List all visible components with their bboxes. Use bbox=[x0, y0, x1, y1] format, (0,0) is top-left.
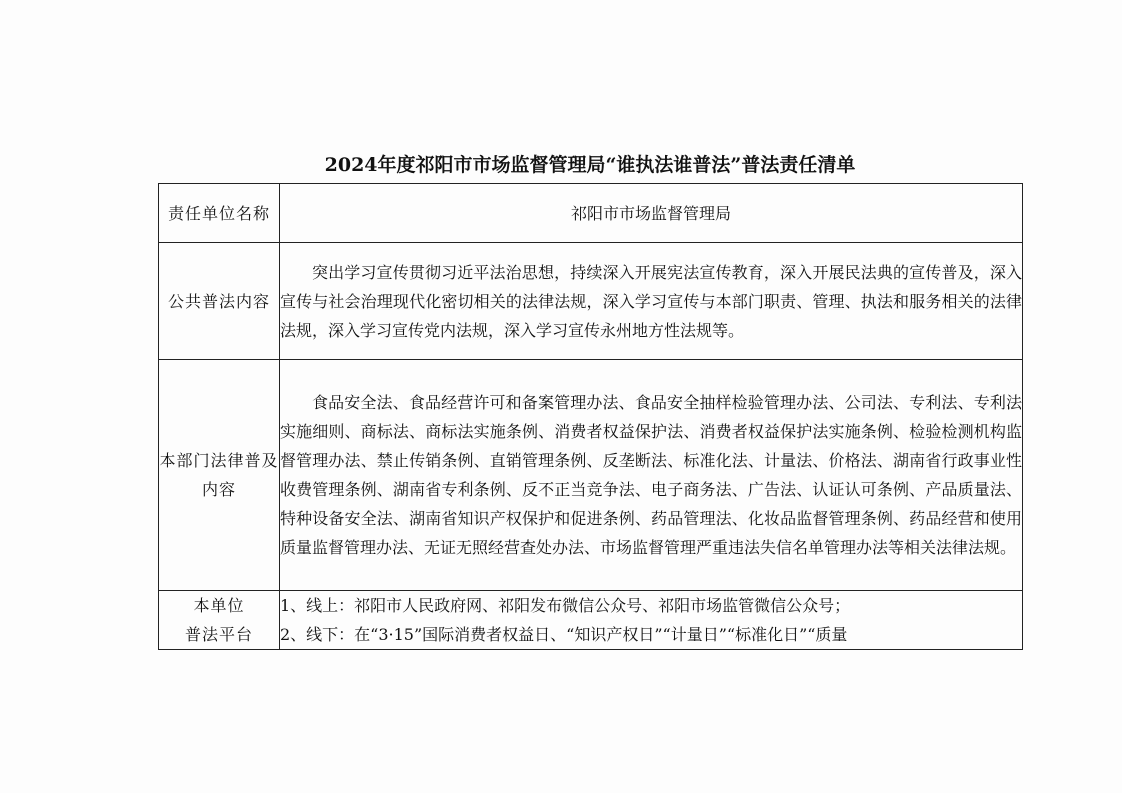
table-row bbox=[159, 591, 1023, 650]
table-row bbox=[159, 184, 1023, 243]
platform-offline-line: 2、线下：在“3·15”国际消费者权益日、“知识产权日”“计量日”“标准化日”“质量 bbox=[280, 625, 848, 644]
department-content-paragraph: 食品安全法、食品经营许可和备案管理办法、食品安全抽样检验管理办法、公司法、专利法、专利法实施细则、商标法、商标法实施条例、消费者权益保护法、消费者权益保护法实施条例、检验检测机构监督管理办法、禁止传销条例、直销管理条例、反垄断法、标准化法、计量法、价格法、湖南省行政事业性收费管理条例、湖南省专利条例、反不正当竞争法、电子商务法、广告法、认证认可条例、产品质量法、特种设备安全法、湖南省知识产权保护和促进条例、药品管理法、化妆品监督管理条例、药品经营和使用质量监督管理办法、无证无照经营查处办法、市场监督管理严重违法失信名单管理办法等相关法律法规。 bbox=[280, 393, 1022, 557]
row-label-platform bbox=[159, 591, 280, 650]
public-content-paragraph: 突出学习宣传贯彻习近平法治思想，持续深入开展宪法宣传教育，深入开展民法典的宣传普及，深入宣传与社会治理现代化密切相关的法律法规，深入学习宣传与本部门职责、管理、执法和服务相关的法律法规，深入学习宣传党内法规，深入学习宣传永州地方性法规等。 bbox=[280, 262, 1022, 340]
table-row bbox=[159, 243, 1023, 360]
platform-label-line2: 普法平台 bbox=[184, 625, 253, 644]
row-label-responsible-unit: 责任单位名称 bbox=[159, 184, 280, 243]
row-content-public-content bbox=[280, 243, 1023, 360]
row-label-public-content: 公共普法内容 bbox=[159, 243, 280, 360]
row-content-department-content bbox=[280, 360, 1023, 591]
document-title: 2024年度祁阳市市场监督管理局“谁执法谁普法”普法责任清单 bbox=[324, 154, 856, 176]
row-label-department-content: 本部门法律普及内容 bbox=[159, 360, 280, 591]
row-content-platform bbox=[280, 591, 1023, 650]
row-content-responsible-unit: 祁阳市市场监督管理局 bbox=[280, 184, 1023, 243]
responsibility-table bbox=[158, 183, 1023, 650]
platform-label-line1: 本单位 bbox=[193, 596, 245, 615]
table-row bbox=[159, 360, 1023, 591]
platform-online-line: 1、线上：祁阳市人民政府网、祁阳发布微信公众号、祁阳市场监管微信公众号； bbox=[280, 596, 851, 615]
